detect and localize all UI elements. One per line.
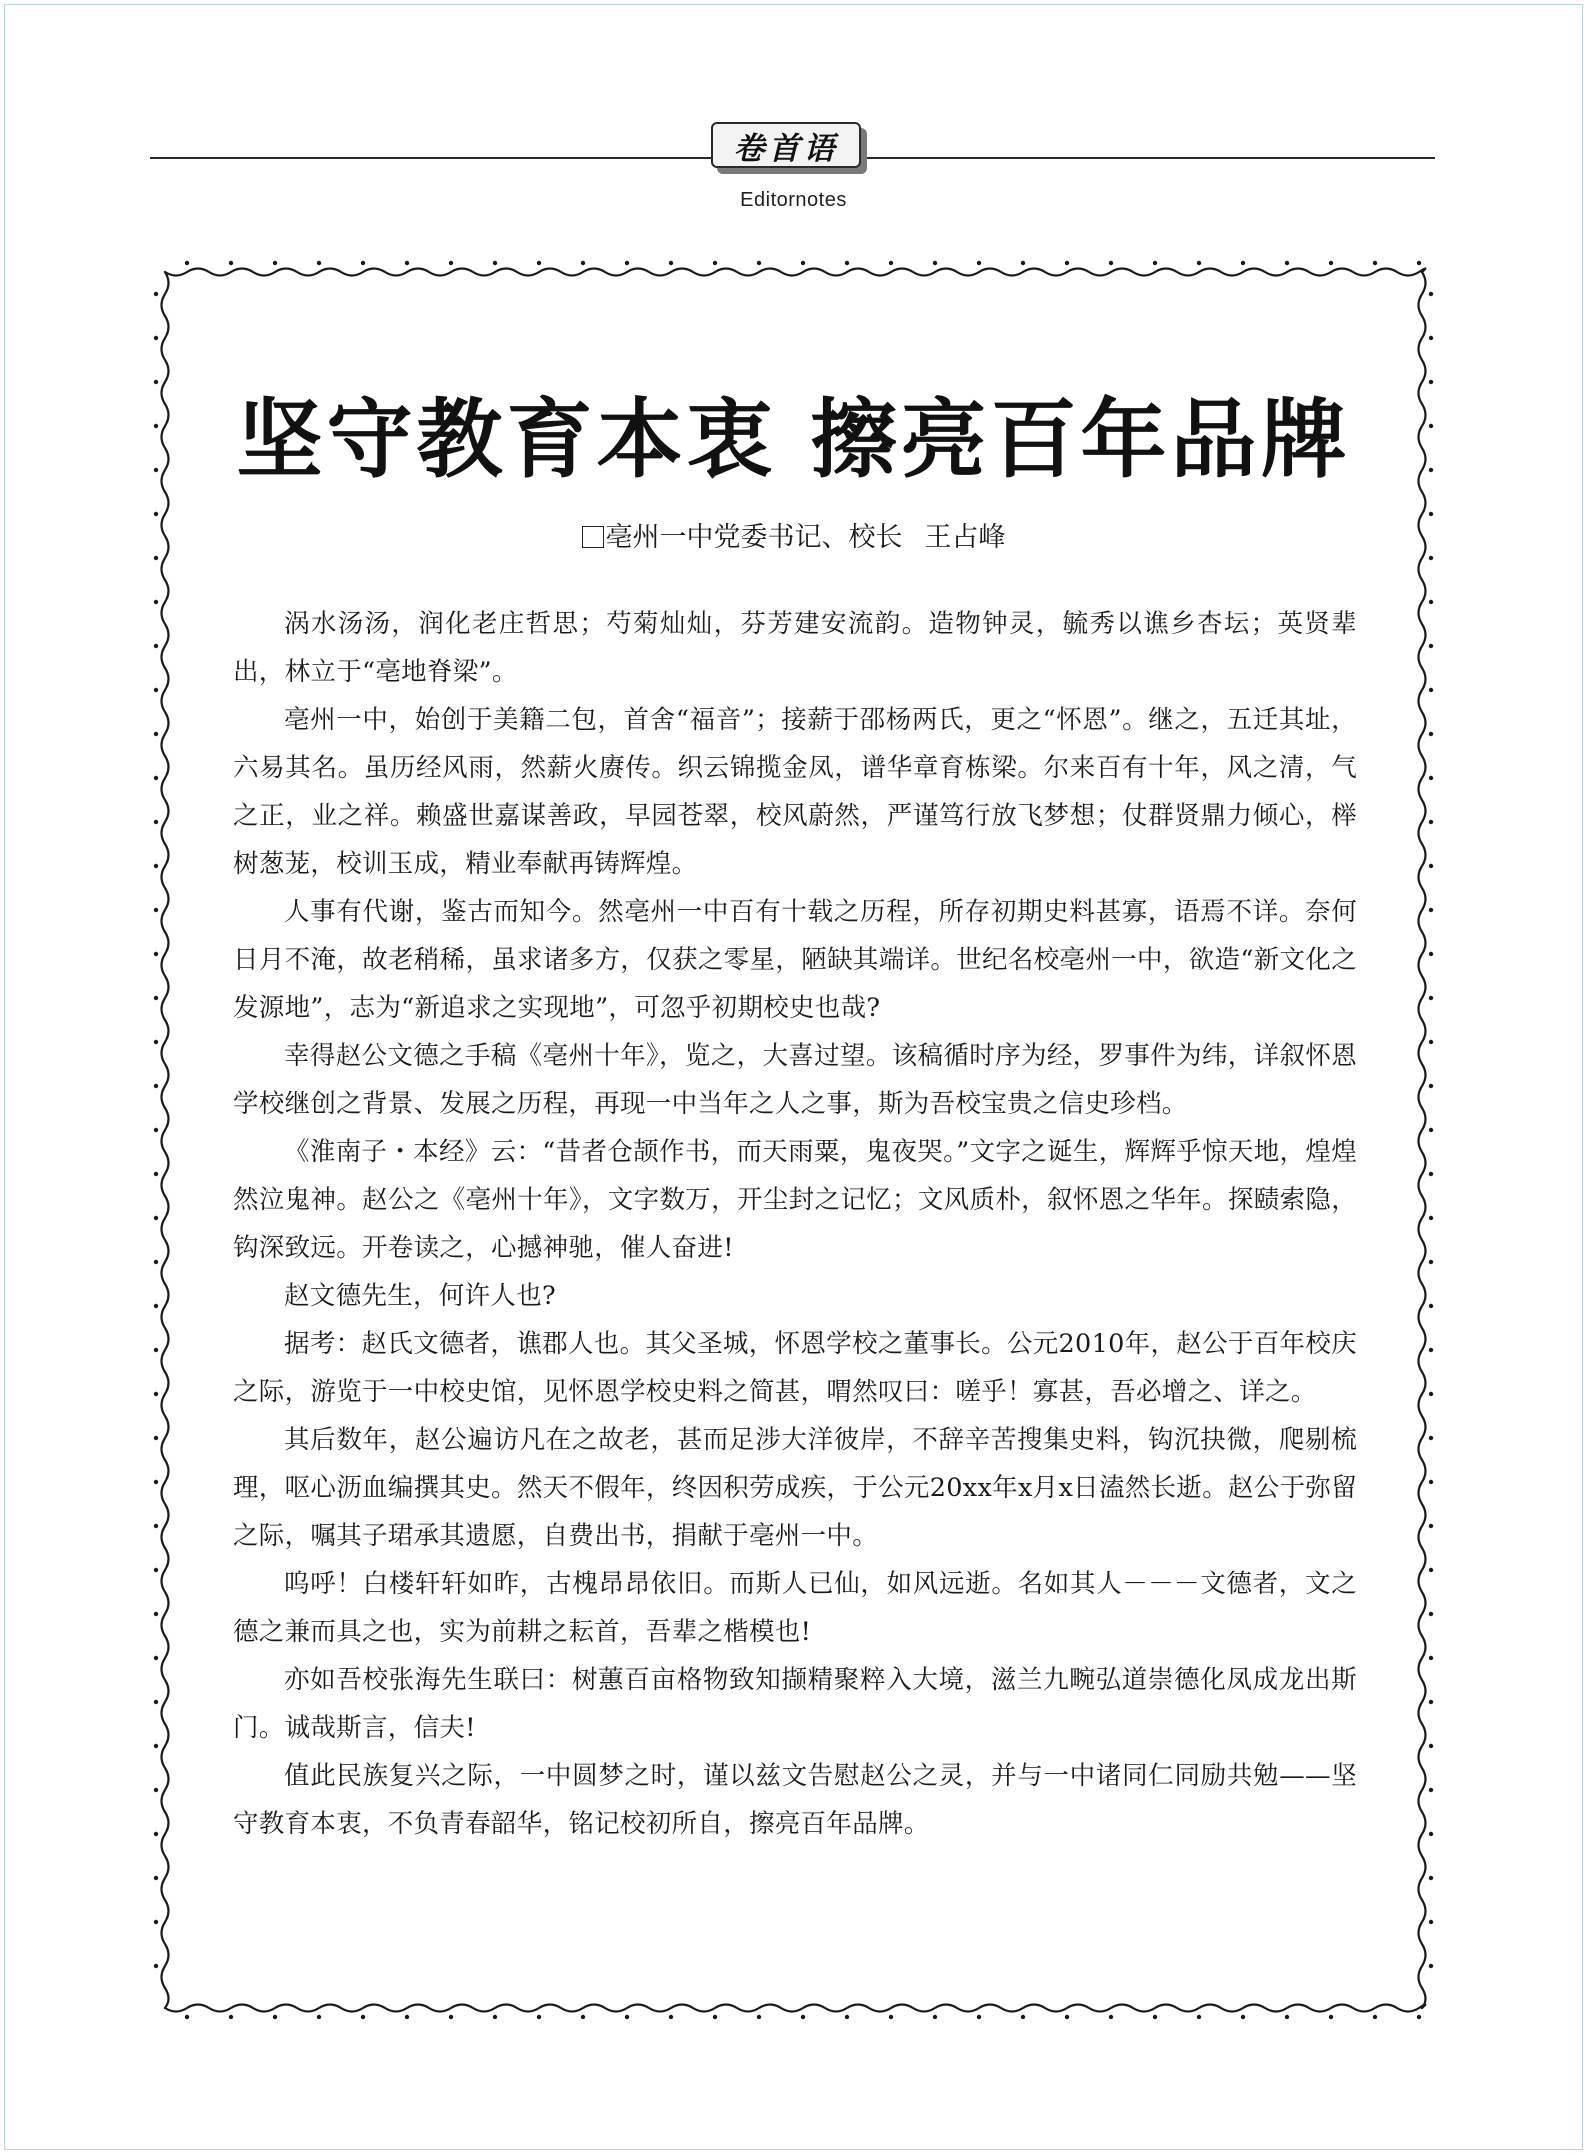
frame-edge [165, 2005, 1425, 2012]
frame-dot [154, 1832, 158, 1836]
frame-dot [154, 468, 158, 472]
badge-label: 卷首语 [711, 122, 861, 168]
frame-dot [669, 2015, 673, 2019]
frame-dot [154, 1392, 158, 1396]
frame-dot [1429, 1128, 1433, 1132]
frame-dot [1429, 1612, 1433, 1616]
frame-dot [405, 261, 409, 265]
frame-dot [154, 1304, 158, 1308]
frame-dot [1429, 644, 1433, 648]
frame-dot [625, 2015, 629, 2019]
frame-dot [154, 776, 158, 780]
frame-dot [1429, 1920, 1433, 1924]
frame-dot [154, 512, 158, 516]
paragraph: 其后数年，赵公遍访凡在之故老，甚而足涉大洋彼岸，不辞辛苦搜集史料，钩沉抉微，爬剔梳理，呕心沥血编撰其史。然天不假年，终因积劳成疾，于公元20xx年x月x日溘然长逝。赵公于弥留之际，嘱其子珺承其遗愿，自费出书，捐献于亳州一中。 [233, 1425, 1357, 1551]
frame-dot [154, 1656, 158, 1660]
paragraph: 赵文德先生，何许人也? [284, 1281, 556, 1311]
frame-dot [1429, 820, 1433, 824]
byline-name: 王占峰 [924, 522, 1006, 553]
frame-dot [713, 2015, 717, 2019]
frame-dot [229, 2015, 233, 2019]
frame-dot [449, 261, 453, 265]
frame-dot [1109, 261, 1113, 265]
frame-dot [493, 2015, 497, 2019]
frame-dot [154, 1216, 158, 1220]
frame-dot [757, 2015, 761, 2019]
frame-dot [1429, 1700, 1433, 1704]
frame-dot [154, 820, 158, 824]
frame-dot [154, 1964, 158, 1968]
frame-dot [1197, 2015, 1201, 2019]
frame-edge [162, 272, 169, 2008]
frame-dot [669, 261, 673, 265]
frame-dot [317, 2015, 321, 2019]
frame-dot [889, 261, 893, 265]
frame-dot [1429, 1964, 1433, 1968]
frame-dot [154, 1788, 158, 1792]
byline-box-icon [582, 526, 604, 548]
frame-dot [154, 1568, 158, 1572]
frame-dot [1429, 688, 1433, 692]
frame-dot [1197, 261, 1201, 265]
frame-dot [625, 261, 629, 265]
frame-dot [581, 261, 585, 265]
frame-dot [1417, 261, 1421, 265]
frame-dot [1429, 1260, 1433, 1264]
frame-dot [1429, 292, 1433, 296]
byline-role: 亳州一中党委书记、校长 [605, 522, 903, 553]
frame-dot [154, 556, 158, 560]
frame-dot [1429, 1480, 1433, 1484]
paragraph: 亳州一中，始创于美籍二包，首舍“福音”；接薪于邵杨两氏，更之“怀恩”。继之，五迁其址，六易其名。虽历经风雨，然薪火赓传。织云锦揽金凤，谱华章育栋梁。尔来百有十年，风之清，气之正，业之祥。赖盛世嘉谋善政，早园苍翠，校风蔚然，严谨笃行放飞梦想；仗群贤鼎力倾心，榉树葱茏，校训玉成，精业奉献再铸辉煌。 [233, 705, 1357, 879]
frame-dot [154, 380, 158, 384]
frame-dot [154, 996, 158, 1000]
frame-dot [229, 261, 233, 265]
frame-dot [1429, 424, 1433, 428]
frame-dot [273, 261, 277, 265]
frame-dot [1153, 2015, 1157, 2019]
frame-dot [1429, 1744, 1433, 1748]
frame-dot [889, 2015, 893, 2019]
frame-dot [154, 1172, 158, 1176]
frame-dot [1429, 336, 1433, 340]
frame-dot [1241, 2015, 1245, 2019]
byline [200, 515, 1387, 554]
frame-dot [154, 1348, 158, 1352]
paragraph: 涡水汤汤，润化老庄哲思；芍菊灿灿，芬芳建安流韵。造物钟灵，毓秀以谯乡杏坛；英贤辈出，林立于“亳地脊梁”。 [233, 609, 1357, 687]
frame-dot [1429, 1832, 1433, 1836]
frame-dot [1329, 2015, 1333, 2019]
frame-dot [1429, 556, 1433, 560]
frame-dot [154, 1436, 158, 1440]
frame-dot [1429, 952, 1433, 956]
frame-dot [154, 600, 158, 604]
frame-dot [581, 2015, 585, 2019]
frame-dot [1429, 996, 1433, 1000]
frame-dot [1429, 1524, 1433, 1528]
frame-dot [845, 261, 849, 265]
frame-dot [154, 1612, 158, 1616]
frame-dot [154, 864, 158, 868]
frame-dot [1429, 1392, 1433, 1396]
frame-dot [1429, 776, 1433, 780]
frame-edge [165, 269, 1425, 276]
frame-dot [317, 261, 321, 265]
frame-dot [713, 261, 717, 265]
frame-dot [1429, 1084, 1433, 1088]
frame-dot [1285, 2015, 1289, 2019]
frame-dot [154, 732, 158, 736]
frame-dot [154, 1084, 158, 1088]
frame-dot [1429, 1656, 1433, 1660]
frame-dot [1429, 512, 1433, 516]
frame-dot [1429, 380, 1433, 384]
frame-dot [154, 1524, 158, 1528]
frame-dot [154, 1876, 158, 1880]
frame-dot [154, 336, 158, 340]
frame-dot [1285, 261, 1289, 265]
frame-dot [1429, 600, 1433, 604]
paragraph: 人事有代谢，鉴古而知今。然亳州一中百有十载之历程，所存初期史料甚寡，语焉不详。奈何日月不淹，故老稍稀，虽求诸多方，仅获之零星，陋缺其端详。世纪名校亳州一中，欲造“新文化之发源地”，志为“新追求之实现地”，可忽乎初期校史也哉? [233, 897, 1357, 1023]
frame-dot [1241, 261, 1245, 265]
frame-dot [1429, 1436, 1433, 1440]
frame-dot [154, 688, 158, 692]
paragraph: 值此民族复兴之际，一中圆梦之时，谨以兹文告慰赵公之灵，并与一中诸同仁同励共勉——坚守教育本衷，不负青春韶华，铭记校初所自，擦亮百年品牌。 [233, 1761, 1357, 1839]
column-subtitle: Editornotes [740, 189, 847, 211]
frame-dot [1373, 261, 1377, 265]
frame-dot [1429, 864, 1433, 868]
frame-dot [1429, 1040, 1433, 1044]
paragraph: 亦如吾校张海先生联曰：树蕙百亩格物致知撷精聚粹入大境，滋兰九畹弘道崇德化凤成龙出斯门。诚哉斯言，信夫! [233, 1665, 1357, 1743]
frame-dot [845, 2015, 849, 2019]
frame-dot [977, 261, 981, 265]
frame-dot [801, 261, 805, 265]
frame-dot [185, 261, 189, 265]
frame-dot [154, 908, 158, 912]
frame-dot [185, 2015, 189, 2019]
frame-dot [933, 261, 937, 265]
frame-dot [154, 424, 158, 428]
frame-dot [154, 1920, 158, 1924]
frame-dot [154, 1744, 158, 1748]
frame-dot [1429, 1876, 1433, 1880]
frame-dot [1429, 1304, 1433, 1308]
frame-dot [154, 1040, 158, 1044]
frame-dot [757, 261, 761, 265]
frame-dot [273, 2015, 277, 2019]
frame-dot [405, 2015, 409, 2019]
frame-dot [801, 2015, 805, 2019]
paragraph: 《淮南子・本经》云：“昔者仓颉作书，而天雨粟，鬼夜哭。”文字之诞生，辉辉乎惊天地，煌煌然泣鬼神。赵公之《亳州十年》，文字数万，开尘封之记忆；文风质朴，叙怀恩之华年。探赜索隐，钩深致远。开卷读之，心撼神驰，催人奋进! [233, 1137, 1357, 1263]
frame-dot [977, 2015, 981, 2019]
frame-dot [361, 261, 365, 265]
frame-dot [361, 2015, 365, 2019]
frame-dot [493, 261, 497, 265]
paragraph: 幸得赵公文德之手稿《亳州十年》，览之，大喜过望。该稿循时序为经，罗事件为纬，详叙怀恩学校继创之背景、发展之历程，再现一中当年之人之事，斯为吾校宝贵之信史珍档。 [233, 1041, 1357, 1119]
frame-dot [1429, 1172, 1433, 1176]
frame-dot [154, 1128, 158, 1132]
frame-dot [154, 1480, 158, 1484]
frame-dot [537, 2015, 541, 2019]
paragraph: 据考：赵氏文德者，谯郡人也。其父圣城，怀恩学校之董事长。公元2010年，赵公于百年校庆之际，游览于一中校史馆，见怀恩学校史料之简甚，喟然叹曰：嗟乎！寡甚，吾必增之、详之。 [233, 1329, 1357, 1407]
frame-dot [1429, 732, 1433, 736]
frame-edge [1419, 272, 1426, 2008]
frame-dot [1109, 2015, 1113, 2019]
frame-dot [1065, 2015, 1069, 2019]
frame-dot [154, 644, 158, 648]
frame-dot [1329, 261, 1333, 265]
frame-dot [537, 261, 541, 265]
frame-dot [154, 292, 158, 296]
frame-dot [1429, 1788, 1433, 1792]
frame-dot [1153, 261, 1157, 265]
frame-dot [1429, 1348, 1433, 1352]
frame-dot [1429, 908, 1433, 912]
frame-dot [1021, 2015, 1025, 2019]
paragraph: 呜呼！白楼轩轩如昨，古槐昂昂依旧。而斯人已仙，如风远逝。名如其人－－－文德者，文之德之兼而具之也，实为前耕之耘首，吾辈之楷模也! [233, 1569, 1357, 1647]
article-title: 坚守教育本衷 擦亮百年品牌 [236, 389, 1351, 490]
frame-dot [449, 2015, 453, 2019]
frame-dot [933, 2015, 937, 2019]
frame-dot [1429, 468, 1433, 472]
frame-dot [154, 1260, 158, 1264]
frame-dot [1021, 261, 1025, 265]
frame-dot [1417, 2015, 1421, 2019]
frame-dot [154, 952, 158, 956]
frame-dot [1065, 261, 1069, 265]
frame-dot [1429, 1216, 1433, 1220]
frame-dot [1373, 2015, 1377, 2019]
frame-dot [154, 1700, 158, 1704]
frame-dot [1429, 1568, 1433, 1572]
article-body [233, 600, 1357, 1848]
